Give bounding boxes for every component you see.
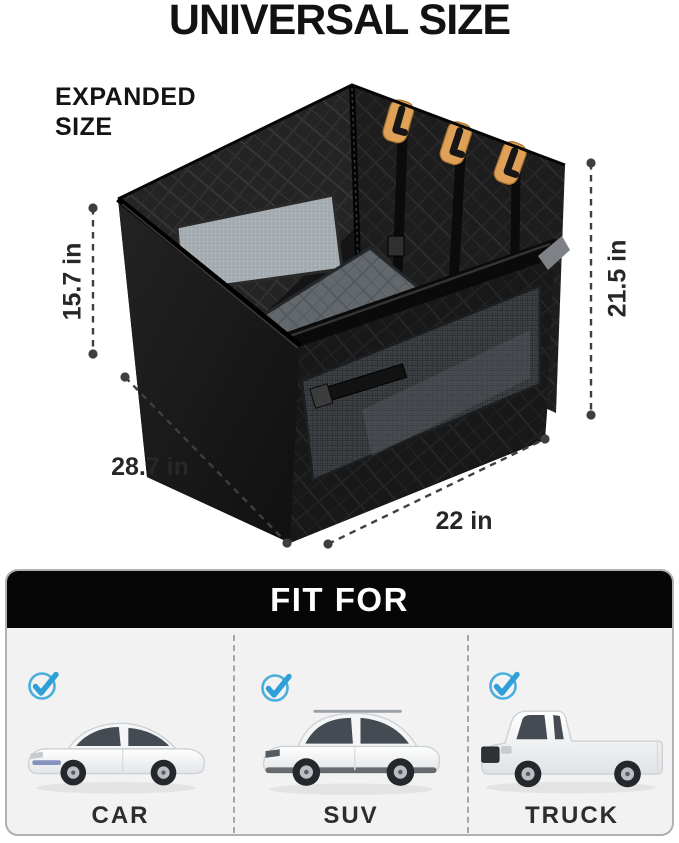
vehicle-card-truck [468,628,674,836]
dimension-label-left: 15.7 in [58,242,87,321]
vehicle-card-suv [234,628,468,836]
fit-for-panel [5,569,674,836]
vehicle-card-car [7,628,234,836]
fit-for-banner [7,571,672,628]
expanded-size-line1: EXPANDED [55,83,197,111]
dimension-label-right: 21.5 in [603,239,632,318]
car-illustration [21,690,211,802]
vehicle-label-suv: SUV [323,802,379,829]
fit-for-label: FIT FOR [270,580,409,618]
expanded-size-line2: SIZE [55,113,113,141]
suv-illustration [256,686,446,804]
vehicle-label-truck: TRUCK [525,802,619,829]
strap-buckle [388,236,404,256]
vehicle-label-car: CAR [91,802,150,829]
page-title: UNIVERSAL SIZE [168,0,511,44]
truck-illustration [472,690,670,800]
dimension-label-depth: 22 in [435,507,493,535]
dimension-label-width: 28.7 in [111,453,189,481]
